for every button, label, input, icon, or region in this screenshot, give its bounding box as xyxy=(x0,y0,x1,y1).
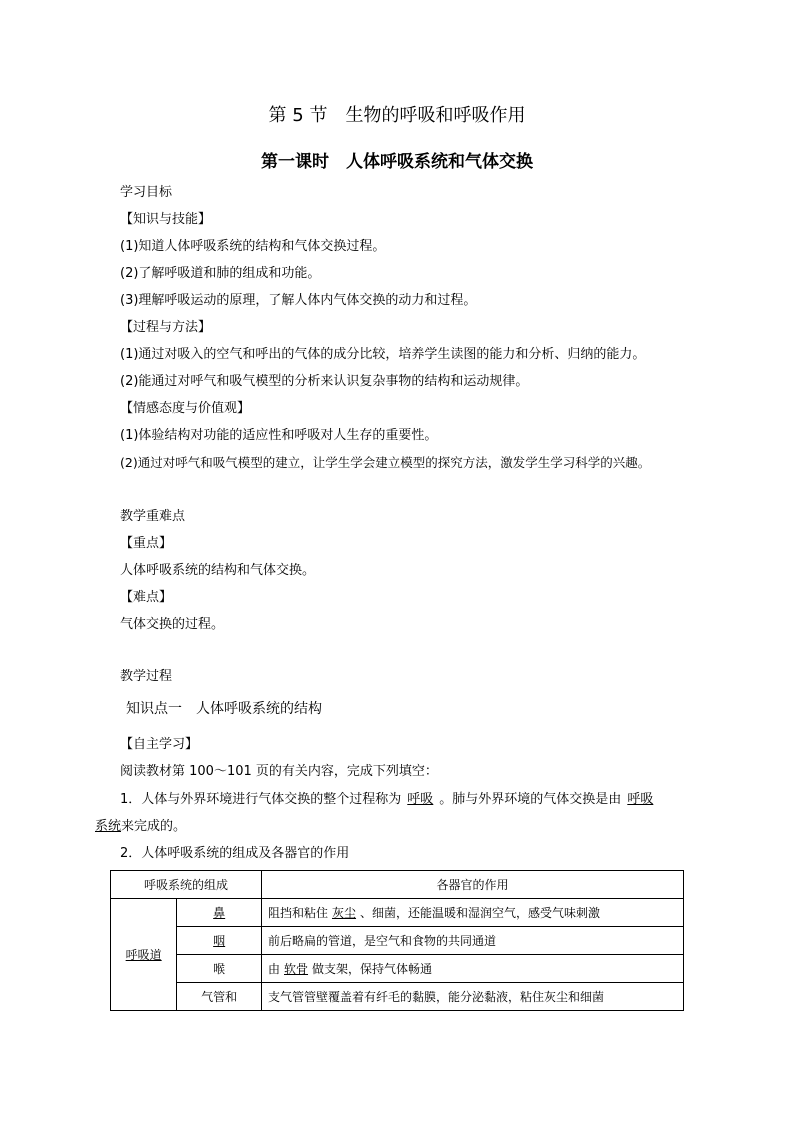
question-1 xyxy=(120,791,659,809)
keypoints-heading: 教学重难点 xyxy=(120,509,186,524)
function-answer: 软骨 xyxy=(284,962,309,976)
organ-name: 气管和 xyxy=(201,990,238,1004)
function-cell xyxy=(262,899,684,927)
function-text: 、细菌，还能温暖和湿润空气，感受气味刺激 xyxy=(360,906,601,920)
function-text: 由 xyxy=(268,962,281,976)
objectives-heading: 学习目标 xyxy=(120,185,173,200)
group-cell xyxy=(111,899,177,1011)
difficulty-heading: 【难点】 xyxy=(120,590,173,605)
page-title: 第 5 节 生物的呼吸和呼吸作用 xyxy=(268,105,526,126)
function-text: 做支架，保持气体畅通 xyxy=(312,962,433,976)
table-header-row xyxy=(111,871,684,899)
organ-name: 咽 xyxy=(213,934,226,948)
function-cell xyxy=(262,927,684,955)
question-2: 2．人体呼吸系统的组成及各器官的作用 xyxy=(120,846,350,861)
question-1-text-b: 。肺与外界环境的气体交换是由 xyxy=(439,792,622,807)
process-item: (1)通过对吸入的空气和呼出的气体的成分比较，培养学生读图的能力和分析、归纳的能力。 xyxy=(120,347,646,362)
question-1-line2 xyxy=(95,818,186,836)
table-row xyxy=(111,955,684,983)
knowledge-item: (2)了解呼吸道和肺的组成和功能。 xyxy=(120,266,321,281)
knowledge-point-title: 知识点一 人体呼吸系统的结构 xyxy=(126,701,322,717)
difficulty-text: 气体交换的过程。 xyxy=(120,617,225,632)
function-answer: 灰尘 xyxy=(332,906,357,920)
self-study-heading: 【自主学习】 xyxy=(120,737,199,752)
attitude-item: (2)通过对呼气和吸气模型的建立，让学生学会建立模型的探究方法，激发学生学习科学的兴趣。 xyxy=(120,455,651,470)
knowledge-item: (1)知道人体呼吸系统的结构和气体交换过程。 xyxy=(120,239,386,254)
header-left: 呼吸系统的组成 xyxy=(111,871,262,899)
organ-cell xyxy=(177,899,262,927)
question-1-text-a: 1．人体与外界环境进行气体交换的整个过程称为 xyxy=(120,792,402,807)
function-text: 阻挡和粘住 xyxy=(268,906,329,920)
organ-cell xyxy=(177,983,262,1011)
knowledge-heading: 【知识与技能】 xyxy=(120,212,212,227)
header-right: 各器官的作用 xyxy=(262,871,684,899)
function-text: 支气管管壁覆盖着有纤毛的黏膜，能分泌黏液，粘住灰尘和细菌 xyxy=(268,990,605,1004)
attitude-heading: 【情感态度与价值观】 xyxy=(120,401,251,416)
organ-cell xyxy=(177,927,262,955)
function-cell xyxy=(262,955,684,983)
key-text: 人体呼吸系统的结构和气体交换。 xyxy=(120,563,316,578)
table-row xyxy=(111,983,684,1011)
lesson-subtitle: 第一课时 人体呼吸系统和气体交换 xyxy=(261,152,533,172)
answer-system-b: 系统 xyxy=(95,819,122,834)
organ-cell xyxy=(177,955,262,983)
process-heading: 【过程与方法】 xyxy=(120,320,212,335)
respiratory-table xyxy=(110,870,684,1011)
answer-system-a: 呼吸 xyxy=(627,792,654,807)
table-row xyxy=(111,927,684,955)
reading-instruction: 阅读教材第 100～101 页的有关内容，完成下列填空： xyxy=(120,764,438,779)
question-1-text-c: 来完成的。 xyxy=(121,819,187,834)
function-cell xyxy=(262,983,684,1011)
process-item: (2)能通过对呼气和吸气模型的分析来认识复杂事物的结构和运动规律。 xyxy=(120,374,529,389)
process-section-heading: 教学过程 xyxy=(120,669,173,684)
knowledge-item: (3)理解呼吸运动的原理，了解人体内气体交换的动力和过程。 xyxy=(120,293,477,308)
table-row xyxy=(111,899,684,927)
organ-name: 喉 xyxy=(213,962,226,976)
organ-name: 鼻 xyxy=(213,906,226,920)
function-text: 前后略扁的管道，是空气和食物的共同通道 xyxy=(268,934,497,948)
answer-breathing: 呼吸 xyxy=(407,792,434,807)
attitude-item: (1)体验结构对功能的适应性和呼吸对人生存的重要性。 xyxy=(120,428,438,443)
group-label: 呼吸道 xyxy=(125,948,162,962)
key-heading: 【重点】 xyxy=(120,536,173,551)
